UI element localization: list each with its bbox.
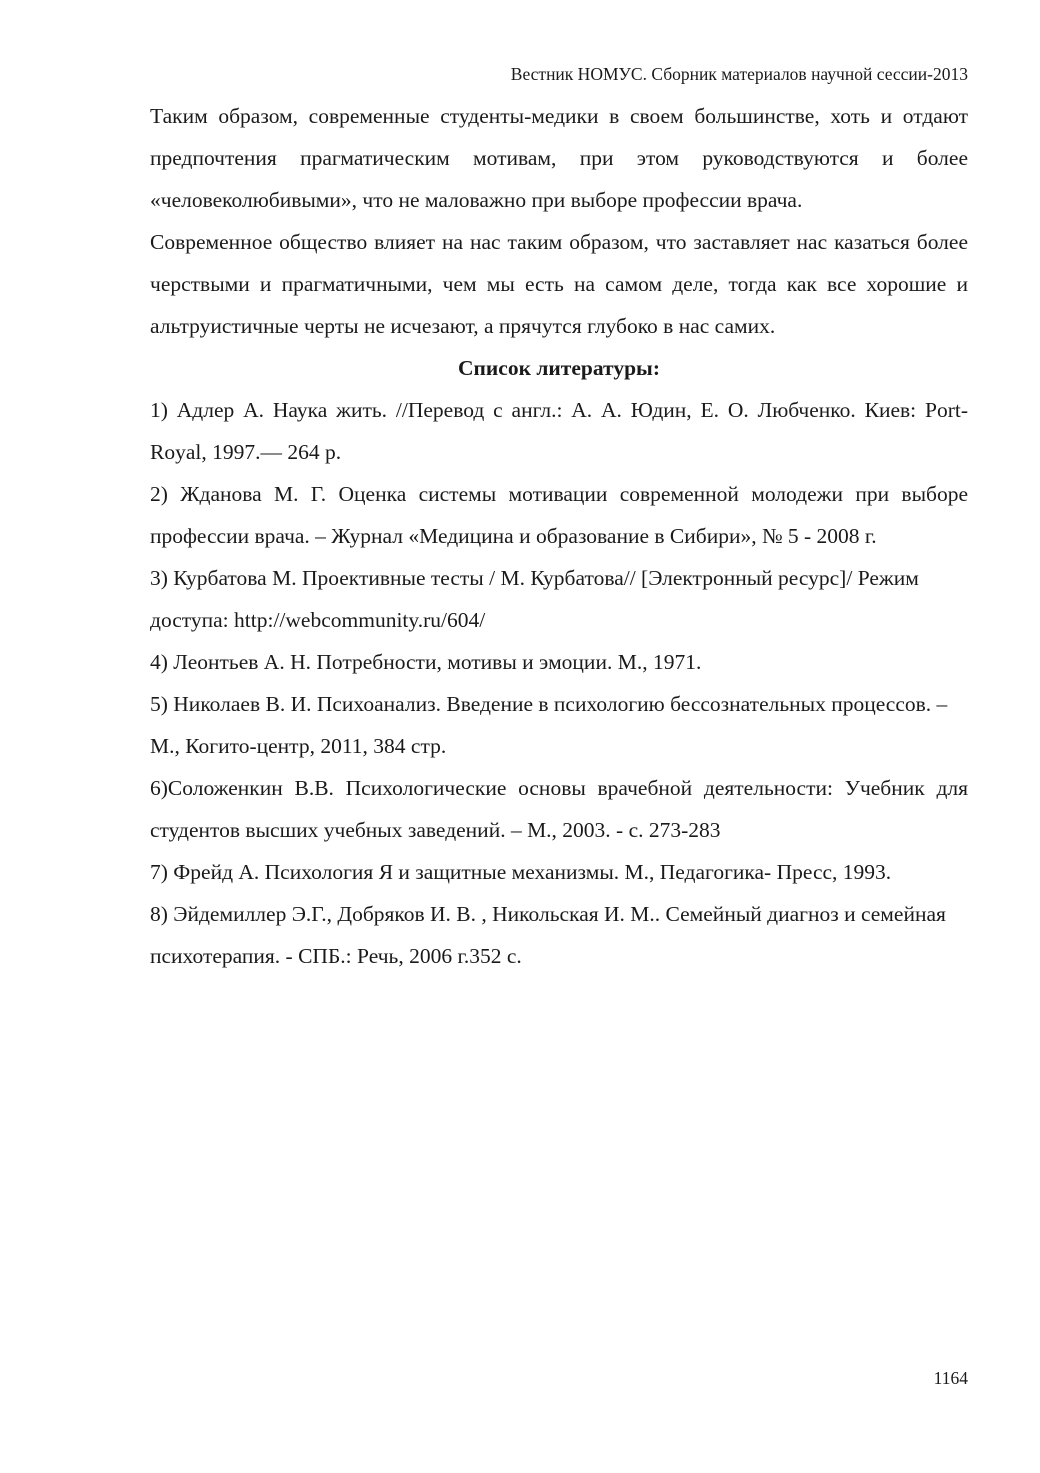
reference-item: 5) Николаев В. И. Психоанализ. Введение в психологию бессознательных процессов. – М., Когито-центр, 2011, 384 стр. xyxy=(150,692,948,758)
page-number: 1164 xyxy=(933,1368,968,1388)
reference-item: 4) Леонтьев А. Н. Потребности, мотивы и эмоции. М., 1971. xyxy=(150,650,702,674)
reference-item: 7) Фрейд А. Психология Я и защитные механизмы. М., Педагогика- Пресс, 1993. xyxy=(150,860,892,884)
reference-item: 6)Соложенкин В.В. Психологические основы врачебной деятельности: Учебник для студентов высших учебных заведений. – М., 2003. - с. 273-283 xyxy=(150,776,968,842)
running-header: Вестник НОМУС. Сборник материалов научной сессии-2013 xyxy=(510,64,968,84)
page-content xyxy=(150,95,968,977)
reference-item: 3) Курбатова М. Проективные тесты / М. Курбатова// [Электронный ресурс]/ Режим доступа: http://webcommunity.ru/604/ xyxy=(150,566,919,632)
reference-item: 8) Эйдемиллер Э.Г., Добряков И. В. , Никольская И. М.. Семейный диагноз и семейная психотерапия. - СПБ.: Речь, 2006 г.352 с. xyxy=(150,902,946,968)
reference-item: 1) Адлер А. Наука жить. //Перевод с англ.: А. А. Юдин, Е. О. Любченко. Киев: Port-Royal, 1997.— 264 р. xyxy=(150,398,968,464)
reference-item: 2) Жданова М. Г. Оценка системы мотивации современной молодежи при выборе профессии врача. – Журнал «Медицина и образование в Сибири», № 5 - 2008 г. xyxy=(150,482,968,548)
references-heading: Список литературы: xyxy=(458,356,660,380)
body-paragraph: Таким образом, современные студенты-медики в своем большинстве, хоть и отдают предпочтения прагматическим мотивам, при этом руководствуются и более «человеколюбивыми», что не маловажно при выборе профессии врача. xyxy=(150,104,968,212)
body-paragraph: Современное общество влияет на нас таким образом, что заставляет нас казаться более черствыми и прагматичными, чем мы есть на самом деле, тогда как все хорошие и альтруистичные черты не исчезают, а прячутся глубоко в нас самих. xyxy=(150,230,968,338)
